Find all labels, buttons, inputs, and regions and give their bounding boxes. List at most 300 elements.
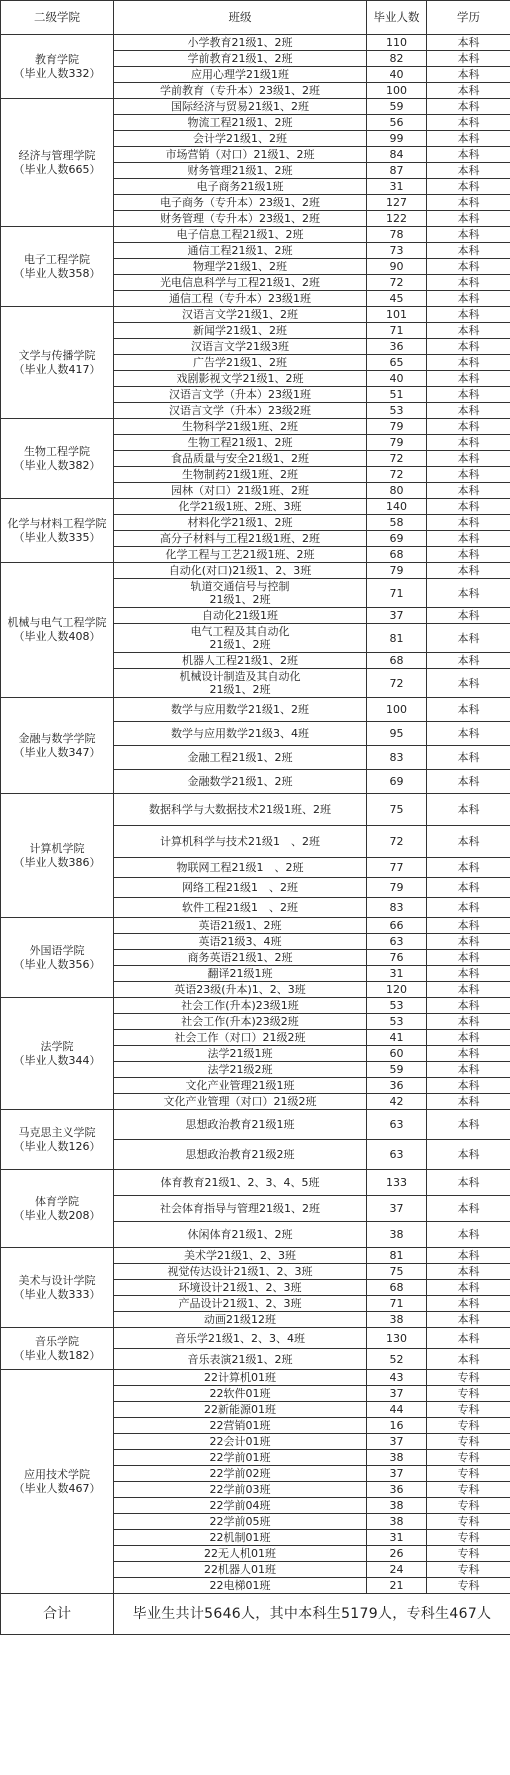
college-graduate-count: （毕业人数332） [13, 66, 101, 80]
graduate-count-cell: 79 [367, 878, 427, 898]
degree-cell: 本科 [427, 195, 510, 211]
college-graduate-count: （毕业人数382） [13, 458, 101, 472]
table-row [1, 1370, 510, 1386]
total-label: 合计 [1, 1594, 114, 1635]
class-name-cell: 生物工程21级1、2班 [114, 435, 367, 451]
graduate-count-cell: 43 [367, 1370, 427, 1386]
degree-cell: 本科 [427, 966, 510, 982]
graduate-count-cell: 78 [367, 227, 427, 243]
graduate-count-cell: 76 [367, 950, 427, 966]
graduate-count-cell: 44 [367, 1402, 427, 1418]
graduate-count-cell: 37 [367, 608, 427, 624]
college-name: 音乐学院 [35, 1334, 79, 1348]
graduate-count-cell: 58 [367, 515, 427, 531]
degree-cell: 本科 [427, 179, 510, 195]
degree-cell: 本科 [427, 1078, 510, 1094]
graduate-count-cell: 127 [367, 195, 427, 211]
class-name-cell: 物理学21级1、2班 [114, 259, 367, 275]
class-name-cell: 商务英语21级1、2班 [114, 950, 367, 966]
class-name-cell: 化学21级1班、2班、3班 [114, 499, 367, 515]
degree-cell: 本科 [427, 1094, 510, 1110]
class-name-cell: 金融工程21级1、2班 [114, 746, 367, 770]
class-name-cell: 电子商务21级1班 [114, 179, 367, 195]
graduate-count-cell: 71 [367, 1296, 427, 1312]
class-name-cell: 电子信息工程21级1、2班 [114, 227, 367, 243]
college-graduate-count: （毕业人数665） [13, 162, 101, 176]
degree-cell: 本科 [427, 1030, 510, 1046]
graduate-count-cell: 77 [367, 858, 427, 878]
table-row [1, 35, 510, 51]
degree-cell: 本科 [427, 83, 510, 99]
graduate-count-cell: 87 [367, 163, 427, 179]
graduate-count-cell: 52 [367, 1349, 427, 1370]
table-row [1, 563, 510, 579]
degree-cell: 本科 [427, 1280, 510, 1296]
class-name-cell: 文化产业管理（对口）21级2班 [114, 1094, 367, 1110]
header-college: 二级学院 [1, 1, 114, 35]
college-name: 教育学院 [35, 52, 79, 66]
graduate-count-cell: 53 [367, 1014, 427, 1030]
table-row [1, 499, 510, 515]
class-name-cell: 22学前01班 [114, 1450, 367, 1466]
class-name-cell: 22学前04班 [114, 1498, 367, 1514]
graduate-count-cell: 68 [367, 1280, 427, 1296]
class-name-cell: 小学教育21级1、2班 [114, 35, 367, 51]
college-name: 外国语学院 [29, 943, 85, 957]
graduate-count-cell: 36 [367, 1482, 427, 1498]
degree-cell: 本科 [427, 1264, 510, 1280]
graduate-count-cell: 59 [367, 99, 427, 115]
table-row [1, 419, 510, 435]
class-name-cell: 电子商务（专升本）23级1、2班 [114, 195, 367, 211]
graduate-count-cell: 71 [367, 579, 427, 608]
degree-cell: 本科 [427, 435, 510, 451]
table-row [1, 227, 510, 243]
degree-cell: 本科 [427, 1248, 510, 1264]
degree-cell: 本科 [427, 243, 510, 259]
class-name-cell: 汉语言文学21级3班 [114, 339, 367, 355]
degree-cell: 本科 [427, 67, 510, 83]
college-cell [1, 419, 114, 499]
graduate-count-cell: 31 [367, 179, 427, 195]
degree-cell: 本科 [427, 531, 510, 547]
college-cell [1, 1328, 114, 1370]
graduate-count-cell: 81 [367, 624, 427, 653]
graduate-count-cell: 63 [367, 1110, 427, 1140]
degree-cell: 本科 [427, 722, 510, 746]
graduate-count-cell: 69 [367, 770, 427, 794]
table-row [1, 1110, 510, 1140]
graduate-count-cell: 53 [367, 998, 427, 1014]
degree-cell: 本科 [427, 131, 510, 147]
degree-cell: 本科 [427, 982, 510, 998]
class-name-cell: 机器人工程21级1、2班 [114, 653, 367, 669]
graduate-count-cell: 120 [367, 982, 427, 998]
table-row [1, 99, 510, 115]
graduate-count-cell: 90 [367, 259, 427, 275]
class-name-cell: 22机制01班 [114, 1530, 367, 1546]
class-name-cell: 休闲体育21级1、2班 [114, 1222, 367, 1248]
college-cell [1, 563, 114, 698]
degree-cell: 本科 [427, 794, 510, 826]
class-name-cell: 文化产业管理21级1班 [114, 1078, 367, 1094]
class-name-cell: 视觉传达设计21级1、2、3班 [114, 1264, 367, 1280]
graduate-count-cell: 37 [367, 1434, 427, 1450]
college-cell [1, 99, 114, 227]
class-name-cell: 汉语言文学（升本）23级2班 [114, 403, 367, 419]
class-name-cell: 园林（对口）21级1班、2班 [114, 483, 367, 499]
class-name-cell: 网络工程21级1 、2班 [114, 878, 367, 898]
graduate-count-cell: 24 [367, 1562, 427, 1578]
college-cell [1, 794, 114, 918]
college-graduate-count: （毕业人数408） [13, 630, 101, 643]
degree-cell: 本科 [427, 451, 510, 467]
graduate-count-cell: 75 [367, 1264, 427, 1280]
class-name-cell: 通信工程（专升本）23级1班 [114, 291, 367, 307]
graduate-count-cell: 31 [367, 966, 427, 982]
graduate-count-cell: 26 [367, 1546, 427, 1562]
college-cell [1, 998, 114, 1110]
degree-cell: 本科 [427, 515, 510, 531]
degree-cell: 本科 [427, 669, 510, 698]
class-name-cell: 财务管理（专升本）23级1、2班 [114, 211, 367, 227]
graduate-count-cell: 84 [367, 147, 427, 163]
class-name-cell: 产品设计21级1、2、3班 [114, 1296, 367, 1312]
class-name-cell: 音乐学21级1、2、3、4班 [114, 1328, 367, 1349]
class-name-cell: 化学工程与工艺21级1班、2班 [114, 547, 367, 563]
degree-cell: 本科 [427, 275, 510, 291]
graduate-count-cell: 68 [367, 547, 427, 563]
class-name-cell: 自动化21级1班 [114, 608, 367, 624]
college-name: 体育学院 [35, 1194, 79, 1208]
graduate-count-cell: 68 [367, 653, 427, 669]
degree-cell: 本科 [427, 419, 510, 435]
college-graduate-count: （毕业人数208） [13, 1208, 101, 1222]
class-name-cell: 软件工程21级1 、2班 [114, 898, 367, 918]
college-name: 经济与管理学院 [18, 148, 96, 162]
graduate-count-cell: 40 [367, 371, 427, 387]
class-name-cell: 物联网工程21级1 、2班 [114, 858, 367, 878]
degree-cell: 专科 [427, 1514, 510, 1530]
graduate-count-cell: 38 [367, 1312, 427, 1328]
college-name: 美术与设计学院 [18, 1273, 96, 1287]
graduate-count-cell: 42 [367, 1094, 427, 1110]
degree-cell: 专科 [427, 1386, 510, 1402]
class-name-cell: 美术学21级1、2、3班 [114, 1248, 367, 1264]
degree-cell: 本科 [427, 355, 510, 371]
graduate-count-cell: 36 [367, 1078, 427, 1094]
college-cell [1, 307, 114, 419]
class-name-cell: 社会工作(升本)23级2班 [114, 1014, 367, 1030]
degree-cell: 本科 [427, 387, 510, 403]
graduate-count-cell: 101 [367, 307, 427, 323]
degree-cell: 本科 [427, 950, 510, 966]
college-cell [1, 1248, 114, 1328]
college-name: 马克思主义学院 [18, 1125, 96, 1139]
degree-cell: 本科 [427, 259, 510, 275]
class-name-cell: 动画21级12班 [114, 1312, 367, 1328]
college-name: 法学院 [40, 1039, 74, 1053]
college-cell [1, 1110, 114, 1170]
graduate-count-cell: 140 [367, 499, 427, 515]
college-graduate-count: （毕业人数333） [13, 1287, 101, 1301]
table-row [1, 1328, 510, 1349]
class-name-cell: 社会工作（对口）21级2班 [114, 1030, 367, 1046]
degree-cell: 本科 [427, 1062, 510, 1078]
graduate-count-cell: 83 [367, 898, 427, 918]
graduate-count-cell: 100 [367, 83, 427, 99]
class-name-cell: 戏剧影视文学21级1、2班 [114, 371, 367, 387]
degree-cell: 本科 [427, 898, 510, 918]
class-name-cell: 22无人机01班 [114, 1546, 367, 1562]
degree-cell: 本科 [427, 563, 510, 579]
graduate-count-cell: 72 [367, 669, 427, 698]
degree-cell: 本科 [427, 770, 510, 794]
class-name-cell: 22计算机01班 [114, 1370, 367, 1386]
class-name-cell: 财务管理21级1、2班 [114, 163, 367, 179]
degree-cell: 本科 [427, 115, 510, 131]
class-name-cell: 市场营销（对口）21级1、2班 [114, 147, 367, 163]
graduate-count-cell: 65 [367, 355, 427, 371]
class-name-cell: 法学21级1班 [114, 1046, 367, 1062]
class-name-cell: 轨道交通信号与控制 21级1、2班 [114, 579, 367, 608]
graduate-count-cell: 45 [367, 291, 427, 307]
class-name-cell: 体育教育21级1、2、3、4、5班 [114, 1170, 367, 1196]
class-name-cell: 22新能源01班 [114, 1402, 367, 1418]
college-name: 计算机学院 [29, 841, 85, 855]
degree-cell: 专科 [427, 1402, 510, 1418]
college-cell [1, 227, 114, 307]
class-name-cell: 法学21级2班 [114, 1062, 367, 1078]
graduate-count-cell: 21 [367, 1578, 427, 1594]
college-name: 化学与材料工程学院 [7, 516, 107, 530]
class-name-cell: 材料化学21级1、2班 [114, 515, 367, 531]
graduate-count-cell: 79 [367, 563, 427, 579]
class-name-cell: 英语21级1、2班 [114, 918, 367, 934]
table-body [1, 35, 510, 1594]
class-name-cell: 生物科学21级1班、2班 [114, 419, 367, 435]
degree-cell: 本科 [427, 403, 510, 419]
class-name-cell: 学前教育（专升本）23级1、2班 [114, 83, 367, 99]
degree-cell: 本科 [427, 746, 510, 770]
table-row [1, 307, 510, 323]
degree-cell: 本科 [427, 579, 510, 608]
college-graduate-count: （毕业人数386） [13, 855, 101, 869]
degree-cell: 专科 [427, 1530, 510, 1546]
table-row [1, 794, 510, 826]
college-cell [1, 499, 114, 563]
degree-cell: 本科 [427, 1196, 510, 1222]
degree-cell: 本科 [427, 291, 510, 307]
class-name-cell: 通信工程21级1、2班 [114, 243, 367, 259]
header-graduates: 毕业人数 [367, 1, 427, 35]
table-row [1, 998, 510, 1014]
degree-cell: 专科 [427, 1450, 510, 1466]
degree-cell: 本科 [427, 499, 510, 515]
graduate-count-cell: 73 [367, 243, 427, 259]
class-name-cell: 22学前02班 [114, 1466, 367, 1482]
table-row [1, 698, 510, 722]
graduate-count-cell: 133 [367, 1170, 427, 1196]
class-name-cell: 英语21级3、4班 [114, 934, 367, 950]
header-degree: 学历 [427, 1, 510, 35]
degree-cell: 本科 [427, 934, 510, 950]
college-name: 生物工程学院 [24, 444, 90, 458]
class-name-cell: 22软件01班 [114, 1386, 367, 1402]
college-cell [1, 35, 114, 99]
class-name-cell: 22学前03班 [114, 1482, 367, 1498]
college-graduate-count: （毕业人数126） [13, 1139, 101, 1153]
class-name-cell: 数据科学与大数据技术21级1班、2班 [114, 794, 367, 826]
graduate-count-cell: 38 [367, 1514, 427, 1530]
college-graduate-count: （毕业人数467） [13, 1481, 101, 1495]
college-name: 金融与数学学院 [18, 731, 96, 745]
degree-cell: 本科 [427, 547, 510, 563]
class-name-cell: 22学前05班 [114, 1514, 367, 1530]
degree-cell: 本科 [427, 51, 510, 67]
degree-cell: 本科 [427, 339, 510, 355]
class-name-cell: 22机器人01班 [114, 1562, 367, 1578]
degree-cell: 专科 [427, 1562, 510, 1578]
class-name-cell: 光电信息科学与工程21级1、2班 [114, 275, 367, 291]
degree-cell: 本科 [427, 608, 510, 624]
graduate-count-cell: 31 [367, 1530, 427, 1546]
degree-cell: 本科 [427, 371, 510, 387]
class-name-cell: 应用心理学21级1班 [114, 67, 367, 83]
header-row [1, 1, 510, 35]
graduate-count-cell: 37 [367, 1386, 427, 1402]
graduate-count-cell: 110 [367, 35, 427, 51]
graduate-count-cell: 72 [367, 826, 427, 858]
graduate-count-cell: 63 [367, 1140, 427, 1170]
college-graduate-count: （毕业人数417） [13, 362, 101, 376]
degree-cell: 本科 [427, 918, 510, 934]
class-name-cell: 环境设计21级1、2、3班 [114, 1280, 367, 1296]
graduate-count-cell: 81 [367, 1248, 427, 1264]
college-graduate-count: （毕业人数356） [13, 957, 101, 971]
class-name-cell: 英语23级(升本)1、2、3班 [114, 982, 367, 998]
degree-cell: 本科 [427, 826, 510, 858]
graduate-count-cell: 75 [367, 794, 427, 826]
graduate-count-cell: 83 [367, 746, 427, 770]
class-name-cell: 社会工作(升本)23级1班 [114, 998, 367, 1014]
total-row [1, 1594, 510, 1635]
class-name-cell: 学前教育21级1、2班 [114, 51, 367, 67]
degree-cell: 本科 [427, 1312, 510, 1328]
degree-cell: 专科 [427, 1498, 510, 1514]
college-cell [1, 1370, 114, 1594]
class-name-cell: 食品质量与安全21级1、2班 [114, 451, 367, 467]
college-name: 文学与传播学院 [18, 348, 96, 362]
graduate-count-cell: 38 [367, 1222, 427, 1248]
degree-cell: 本科 [427, 858, 510, 878]
class-name-cell: 自动化(对口)21级1、2、3班 [114, 563, 367, 579]
graduate-count-cell: 16 [367, 1418, 427, 1434]
graduate-count-cell: 40 [367, 67, 427, 83]
graduate-count-cell: 122 [367, 211, 427, 227]
college-name: 电子工程学院 [24, 252, 90, 266]
class-name-cell: 会计学21级1、2班 [114, 131, 367, 147]
degree-cell: 专科 [427, 1370, 510, 1386]
graduate-count-cell: 66 [367, 918, 427, 934]
graduate-count-cell: 38 [367, 1498, 427, 1514]
degree-cell: 本科 [427, 1170, 510, 1196]
class-name-cell: 思想政治教育21级1班 [114, 1110, 367, 1140]
graduate-count-cell: 56 [367, 115, 427, 131]
graduate-count-cell: 95 [367, 722, 427, 746]
degree-cell: 本科 [427, 483, 510, 499]
class-name-cell: 生物制药21级1班、2班 [114, 467, 367, 483]
class-name-cell: 社会体育指导与管理21级1、2班 [114, 1196, 367, 1222]
college-graduate-count: （毕业人数335） [13, 530, 101, 544]
degree-cell: 本科 [427, 1349, 510, 1370]
college-name: 机械与电气工程学院 [7, 616, 107, 629]
degree-cell: 本科 [427, 99, 510, 115]
class-name-cell: 汉语言文学21级1、2班 [114, 307, 367, 323]
college-cell [1, 1170, 114, 1248]
class-name-cell: 汉语言文学（升本）23级1班 [114, 387, 367, 403]
class-name-cell: 物流工程21级1、2班 [114, 115, 367, 131]
degree-cell: 本科 [427, 878, 510, 898]
graduate-count-cell: 72 [367, 451, 427, 467]
college-cell [1, 698, 114, 794]
graduate-count-cell: 69 [367, 531, 427, 547]
college-cell [1, 918, 114, 998]
graduate-count-cell: 63 [367, 934, 427, 950]
graduate-count-cell: 37 [367, 1466, 427, 1482]
graduate-count-cell: 99 [367, 131, 427, 147]
college-graduate-count: （毕业人数347） [13, 745, 101, 759]
degree-cell: 专科 [427, 1418, 510, 1434]
class-name-cell: 电气工程及其自动化 21级1、2班 [114, 624, 367, 653]
graduate-count-cell: 72 [367, 467, 427, 483]
class-name-cell: 数学与应用数学21级3、4班 [114, 722, 367, 746]
degree-cell: 本科 [427, 467, 510, 483]
college-name: 应用技术学院 [24, 1467, 90, 1481]
header-class: 班级 [114, 1, 367, 35]
degree-cell: 本科 [427, 998, 510, 1014]
graduate-count-cell: 80 [367, 483, 427, 499]
degree-cell: 本科 [427, 163, 510, 179]
degree-cell: 本科 [427, 698, 510, 722]
class-name-cell: 思想政治教育21级2班 [114, 1140, 367, 1170]
graduate-count-cell: 79 [367, 419, 427, 435]
graduate-count-cell: 130 [367, 1328, 427, 1349]
graduate-count-cell: 71 [367, 323, 427, 339]
degree-cell: 本科 [427, 227, 510, 243]
graduate-count-cell: 82 [367, 51, 427, 67]
college-graduate-count: （毕业人数358） [13, 266, 101, 280]
table-row [1, 1170, 510, 1196]
table-row [1, 1248, 510, 1264]
degree-cell: 本科 [427, 323, 510, 339]
degree-cell: 本科 [427, 1140, 510, 1170]
class-name-cell: 新闻学21级1、2班 [114, 323, 367, 339]
degree-cell: 专科 [427, 1466, 510, 1482]
class-name-cell: 数学与应用数学21级1、2班 [114, 698, 367, 722]
class-name-cell: 翻译21级1班 [114, 966, 367, 982]
class-name-cell: 22会计01班 [114, 1434, 367, 1450]
degree-cell: 本科 [427, 1110, 510, 1140]
graduate-count-cell: 53 [367, 403, 427, 419]
degree-cell: 本科 [427, 1328, 510, 1349]
graduate-count-cell: 36 [367, 339, 427, 355]
degree-cell: 本科 [427, 1014, 510, 1030]
graduate-count-cell: 37 [367, 1196, 427, 1222]
degree-cell: 本科 [427, 1222, 510, 1248]
graduate-count-cell: 72 [367, 275, 427, 291]
degree-cell: 本科 [427, 624, 510, 653]
